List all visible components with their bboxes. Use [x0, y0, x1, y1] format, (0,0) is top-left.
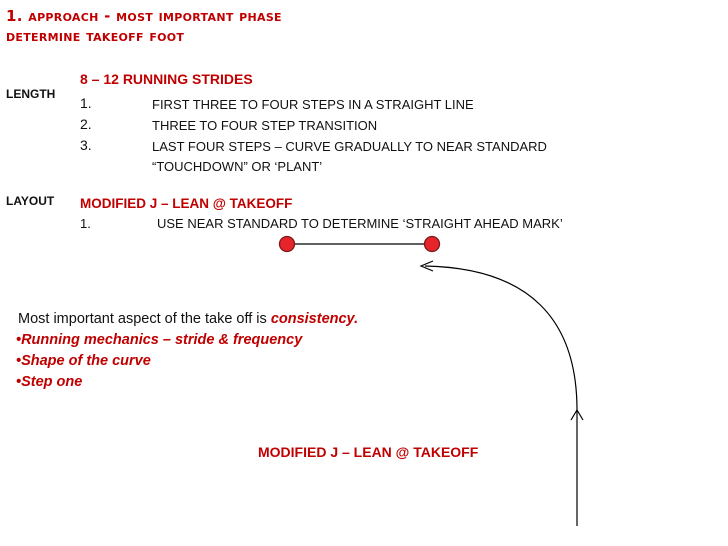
- length-heading: 8 – 12 RUNNING STRIDES: [80, 71, 253, 87]
- bullet-running-mechanics: •Running mechanics – stride & frequency: [16, 332, 303, 348]
- layout-heading: MODIFIED J – LEAN @ TAKEOFF: [80, 196, 293, 211]
- title-line-2: determine takeoff foot: [6, 27, 185, 45]
- layout-item-1-number: 1.: [80, 216, 91, 231]
- j-curve-path: [425, 266, 577, 526]
- length-item-3-continuation: “TOUCHDOWN” OR ‘PLANT’: [152, 159, 323, 174]
- length-item-2-text: THREE TO FOUR STEP TRANSITION: [152, 118, 378, 133]
- length-item-3-text: LAST FOUR STEPS – CURVE GRADUALLY TO NEAR STANDARD: [152, 139, 547, 154]
- straight-ahead-marker: [425, 237, 440, 252]
- bullet-shape-of-curve: •Shape of the curve: [16, 353, 151, 369]
- consistency-intro: Most important aspect of the take off is: [18, 311, 271, 327]
- length-item-3-number: 3.: [80, 137, 92, 153]
- length-label: LENGTH: [6, 87, 56, 101]
- bullet-step-one: •Step one: [16, 374, 83, 390]
- takeoff-marker: [280, 237, 295, 252]
- title-line-1: 1. approach - most important phase: [6, 7, 282, 25]
- length-item-1-text: FIRST THREE TO FOUR STEPS IN A STRAIGHT LINE: [152, 97, 474, 112]
- length-item-2-number: 2.: [80, 116, 92, 132]
- diagram-caption: MODIFIED J – LEAN @ TAKEOFF: [258, 444, 479, 460]
- layout-label: LAYOUT: [6, 194, 55, 208]
- consistency-emphasis: consistency.: [270, 311, 359, 327]
- length-item-1-number: 1.: [80, 95, 92, 111]
- layout-item-1-text: USE NEAR STANDARD TO DETERMINE ‘STRAIGHT AHEAD MARK’: [157, 216, 563, 231]
